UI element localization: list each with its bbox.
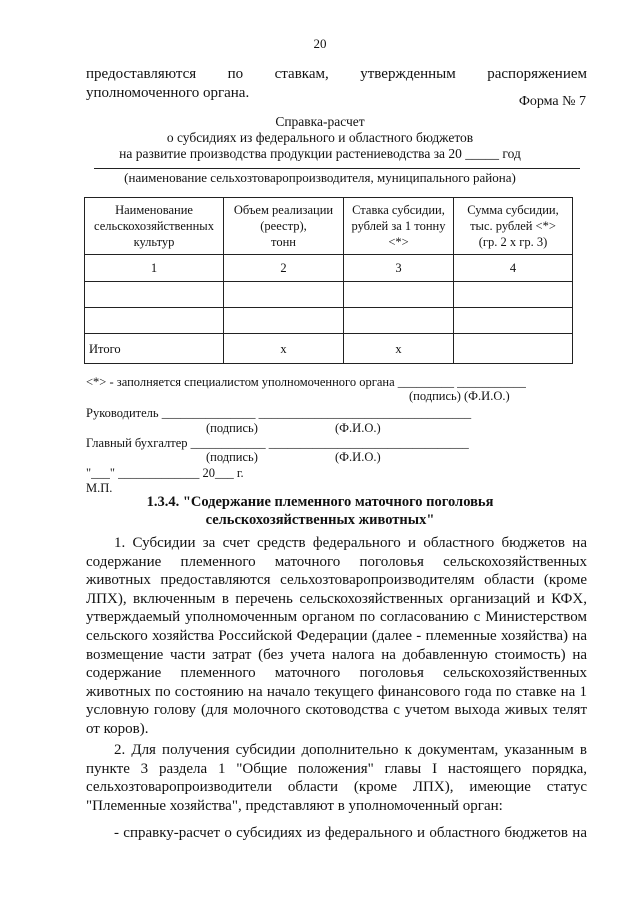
column-number: 2 — [224, 255, 344, 282]
stamp-placeholder: М.П. — [86, 481, 113, 495]
paragraph-1 — [86, 534, 587, 739]
form-label: Форма № 7 — [518, 94, 586, 109]
paragraph-line: 2. Для получения субсидии дополнительно к документам, указанным в — [114, 742, 587, 758]
paragraph-2 — [86, 741, 587, 815]
table-cell — [224, 282, 344, 308]
paragraph-line: "Племенные хозяйства", представляют в уполномоченный орган: — [86, 797, 503, 814]
table-cell — [344, 308, 454, 334]
paragraph-line: 1. Субсидии за счет средств федерального и областного бюджетов на — [114, 535, 587, 551]
paragraph-line: животных по состоянию на начало текущего финансового года по ставке на 1 — [86, 683, 587, 700]
form-title: Справка-расчет — [275, 114, 365, 129]
intro-line-2: уполномоченного органа. — [86, 85, 250, 101]
column-number-row — [85, 255, 573, 282]
column-number: 1 — [85, 255, 224, 282]
head-signature-line: Руководитель _______________ __________________________________ — [86, 406, 472, 420]
paragraph-line: сельхозтоваропроизводители области (кроме ЛПХ), имеющие статус — [86, 779, 587, 796]
paragraph-line: утверждаемый уполномоченным органом по согласованию с Министерством — [86, 609, 587, 626]
paragraph-line: ЛПХ), включенным в перечень сельскохозяйственных организаций и КФХ, — [86, 590, 587, 607]
date-line: "___" _____________ 20___ г. — [86, 466, 244, 480]
paragraph-line: - справку-расчет о субсидиях из федерального и областного бюджетов на — [114, 825, 587, 841]
paragraph-line: содержание племенного маточного поголовья сельскохозяйственных — [86, 553, 587, 570]
page-number: 20 — [313, 36, 327, 51]
table-header-row — [85, 198, 573, 255]
form-subtitle: о субсидиях из федерального и областного бюджетов — [166, 130, 474, 145]
head-signature-caption: (подпись) — [206, 421, 258, 435]
form-subtitle-period: на развитие производства продукции растениеводства за 20 _____ год — [119, 146, 521, 161]
paragraph-line: условную голову (для молочного скотоводства с учетом выхода живых телят — [86, 702, 587, 719]
table-cell — [85, 282, 224, 308]
accountant-signature-line: Главный бухгалтер ____________ ________________________________ — [86, 436, 469, 450]
total-label: Итого — [85, 334, 224, 364]
table-row — [85, 308, 573, 334]
intro-line-1: предоставляются по ставкам, утвержденным распоряжением — [86, 66, 587, 82]
accountant-signature-caption: (подпись) — [206, 450, 258, 464]
subsidy-table — [84, 197, 573, 364]
column-header: Объем реализации (реестр), тонн — [224, 198, 344, 255]
column-number: 4 — [454, 255, 573, 282]
total-cell — [454, 334, 573, 364]
table-cell — [224, 308, 344, 334]
paragraph-line: возмещение части затрат (без учета налога на добавленную стоимость) на — [86, 646, 587, 663]
accountant-name-caption: (Ф.И.О.) — [335, 450, 381, 464]
column-header: Ставка субсидии, рублей за 1 тонну <*> — [344, 198, 454, 255]
paragraph-line: пункте 3 раздела 1 "Общие положения" главы I настоящего порядка, — [86, 760, 587, 777]
section-heading: 1.3.4. "Содержание племенного маточного поголовья — [146, 494, 494, 510]
table-cell — [344, 282, 454, 308]
total-cell: x — [344, 334, 454, 364]
table-cell — [85, 308, 224, 334]
head-name-caption: (Ф.И.О.) — [335, 421, 381, 435]
table-row — [85, 282, 573, 308]
total-row — [85, 334, 573, 364]
column-header: Сумма субсидии, тыс. рублей <*> (гр. 2 x гр. 3) — [454, 198, 573, 255]
footnote-signature-caption: (подпись) (Ф.И.О.) — [409, 389, 510, 403]
section-heading-line-2: сельскохозяйственных животных" — [205, 512, 435, 528]
paragraph-line: от коров). — [86, 720, 149, 737]
paragraph-line: сельского хозяйства Российской Федерации (далее - племенные хозяйства) на — [86, 627, 587, 644]
column-number: 3 — [344, 255, 454, 282]
producer-name-line — [94, 168, 580, 169]
paragraph-line: животных предоставляются сельхозтоваропроизводителям области (кроме — [86, 572, 587, 589]
paragraph-line: содержание племенного маточного поголовья сельскохозяйственных — [86, 665, 587, 682]
column-header: Наименование сельскохозяйственных культур — [85, 198, 224, 255]
paragraph-3 — [86, 824, 587, 843]
table-cell — [454, 308, 573, 334]
table-cell — [454, 282, 573, 308]
footnote: <*> - заполняется специалистом уполномоченного органа _________ ___________ — [86, 375, 526, 389]
total-cell: x — [224, 334, 344, 364]
producer-caption: (наименование сельхозтоваропроизводителя, муниципального района) — [124, 170, 516, 185]
